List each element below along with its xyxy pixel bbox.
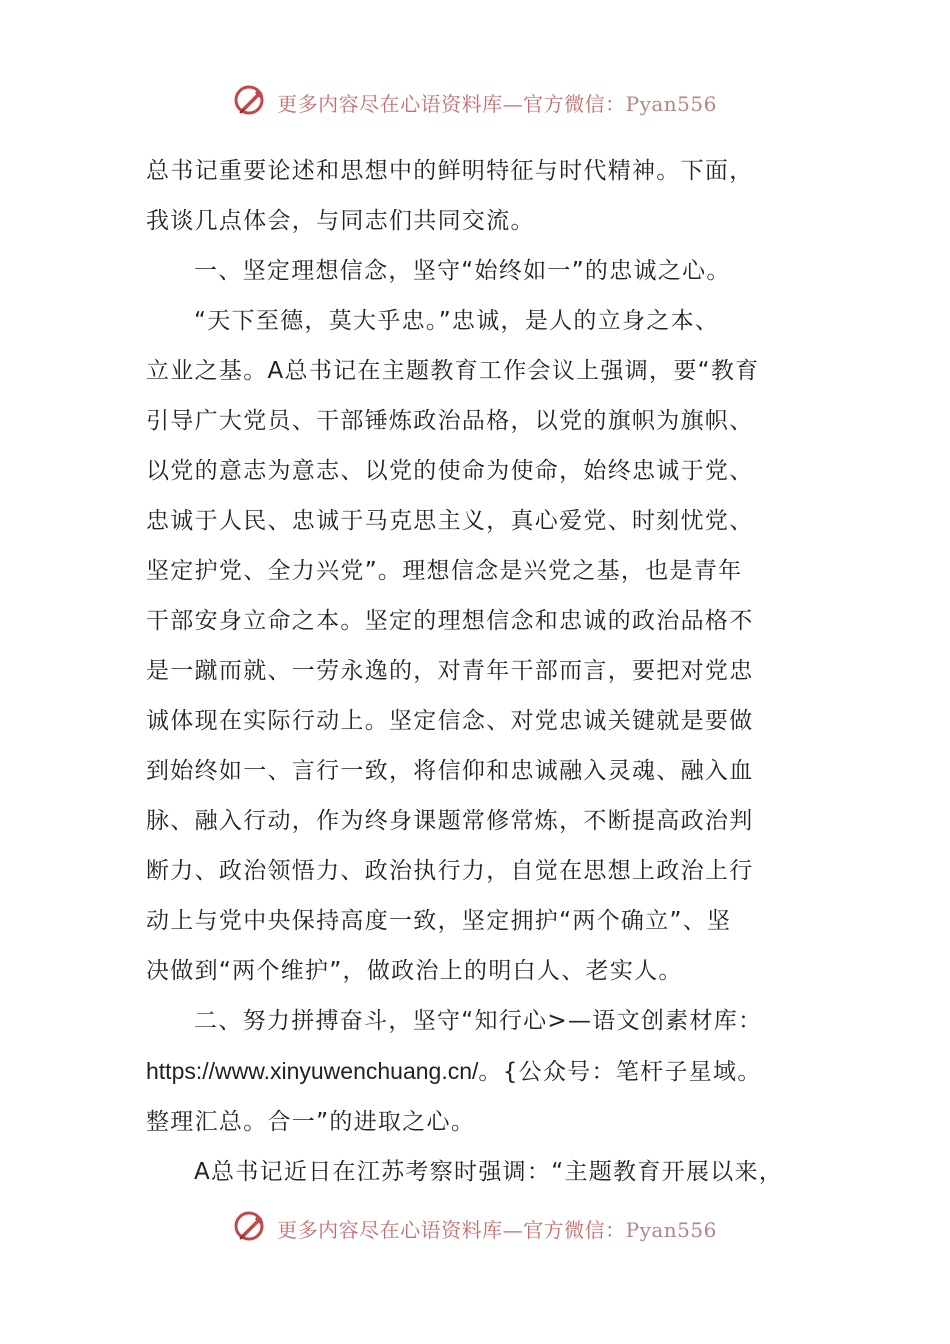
text-line: “天下至德，莫大乎忠。”忠诚，是人的立身之本、 bbox=[194, 308, 720, 334]
wechat-id: Pyan556 bbox=[625, 91, 717, 116]
banner-text: 更多内容尽在心语资料库—官方微信：Pyan556 bbox=[277, 91, 717, 116]
section-heading-1: 一、坚定理想信念，坚守“始终如一”的忠诚之心。 bbox=[194, 258, 731, 284]
text-line: A总书记近日在江苏考察时强调：“主题教育开展以来， bbox=[194, 1159, 784, 1185]
pen-logo-icon bbox=[233, 84, 269, 120]
text-line: 我谈几点体会，与同志们共同交流。 bbox=[146, 208, 535, 234]
text-line: 决做到“两个维护”，做政治上的明白人、老实人。 bbox=[146, 958, 683, 984]
header-banner bbox=[0, 82, 950, 122]
text-line: 引导广大党员、干部锤炼政治品格，以党的旗帜为旗帜、 bbox=[146, 408, 754, 434]
source-link[interactable]: https://www.xinyuwenchuang.cn/ bbox=[146, 1058, 479, 1084]
text-line: 动上与党中央保持高度一致，坚定拥护“两个确立”、坚 bbox=[146, 908, 732, 934]
text-line: 总书记重要论述和思想中的鲜明特征与时代精神。下面， bbox=[146, 158, 754, 184]
text-line: 断力、政治领悟力、政治执行力，自觉在思想上政治上行 bbox=[146, 858, 754, 884]
text-line: 干部安身立命之本。坚定的理想信念和忠诚的政治品格不 bbox=[146, 608, 754, 634]
section-heading-2: 二、努力拼搏奋斗，坚守“知行心>—语文创素材库： bbox=[194, 1008, 763, 1034]
text-line: 诚体现在实际行动上。坚定信念、对党忠诚关键就是要做 bbox=[146, 708, 754, 734]
wechat-id: Pyan556 bbox=[625, 1217, 717, 1242]
text-line: 脉、融入行动，作为终身课题常修常炼，不断提高政治判 bbox=[146, 808, 754, 834]
url-line bbox=[146, 1046, 814, 1097]
text-fragment: 。{公众号：笔杆子星域。 bbox=[478, 1059, 762, 1085]
text-line: 整理汇总。合一”的进取之心。 bbox=[146, 1109, 476, 1135]
text-line: 忠诚于人民、忠诚于马克思主义，真心爱党、时刻忧党、 bbox=[146, 508, 754, 534]
text-line: 坚定护党、全力兴党”。理想信念是兴党之基，也是青年 bbox=[146, 558, 743, 584]
text-line: 以党的意志为意志、以党的使命为使命，始终忠诚于党、 bbox=[146, 458, 754, 484]
footer-banner bbox=[0, 1208, 950, 1248]
banner-text: 更多内容尽在心语资料库—官方微信：Pyan556 bbox=[277, 1217, 717, 1242]
pen-logo-icon bbox=[233, 1210, 269, 1246]
document-body bbox=[146, 146, 814, 1197]
text-line: 是一蹴而就、一劳永逸的，对青年干部而言，要把对党忠 bbox=[146, 658, 754, 684]
text-line: 到始终如一、言行一致，将信仰和忠诚融入灵魂、融入血 bbox=[146, 758, 754, 784]
text-line: 立业之基。A总书记在主题教育工作会议上强调，要“教育 bbox=[146, 358, 760, 384]
